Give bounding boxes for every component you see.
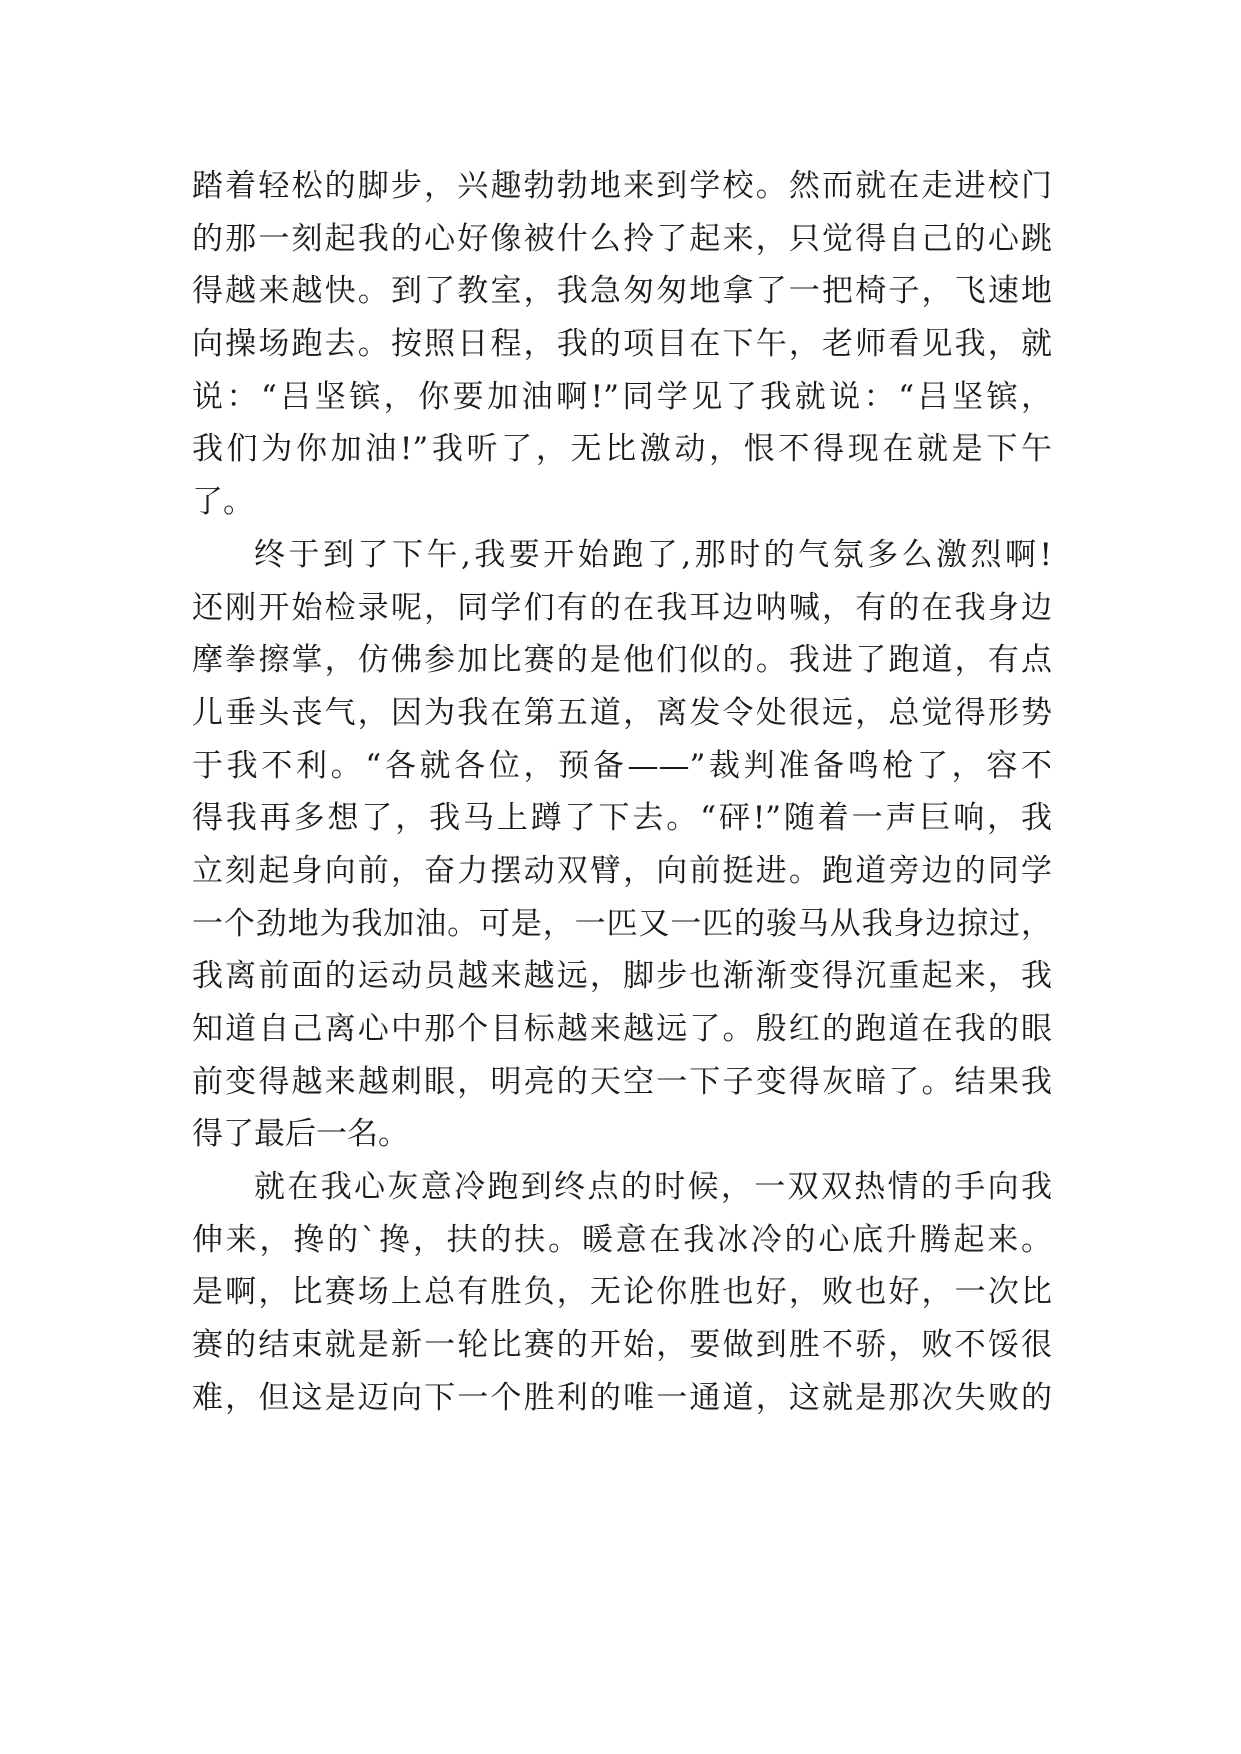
text-line: 伸来，搀的`搀，扶的扶。暖意在我冰冷的心底升腾起来。 [192,1221,1052,1258]
text-line: 了。 [192,484,254,521]
text-line: 我离前面的运动员越来越远，脚步也渐渐变得沉重起来，我 [192,958,1052,995]
text-line: 知道自己离心中那个目标越来越远了。殷红的跑道在我的眼 [192,1011,1052,1047]
text-line: 的那一刻起我的心好像被什么拎了起来，只觉得自己的心跳 [192,220,1052,257]
text-line: 前变得越来越刺眼，明亮的天空一下子变得灰暗了。结果我 [192,1063,1052,1100]
text-line: 踏着轻松的脚步，兴趣勃勃地来到学校。然而就在走进校门 [192,168,1052,204]
paragraph-3 [192,1161,1052,1424]
text-line: 立刻起身向前，奋力摆动双臂，向前挺进。跑道旁边的同学 [192,852,1052,889]
text-line: 得越来越快。到了教室，我急匆匆地拿了一把椅子，飞速地 [192,273,1052,310]
text-line: 赛的结束就是新一轮比赛的开始，要做到胜不骄，败不馁很 [192,1327,1052,1364]
text-line: 还刚开始检录呢，同学们有的在我耳边呐喊，有的在我身边 [192,589,1052,626]
text-line: 说：“吕坚镔，你要加油啊!”同学见了我就说：“吕坚镔， [192,378,1052,415]
text-line: 是啊，比赛场上总有胜负，无论你胜也好，败也好，一次比 [192,1274,1052,1311]
text-line: 得我再多想了，我马上蹲了下去。“砰!”随着一声巨响，我 [192,800,1052,837]
text-line: 我们为你加油!”我听了，无比激动，恨不得现在就是下午 [192,431,1052,468]
text-line: 摩拳擦掌，仿佛参加比赛的是他们似的。我进了跑道，有点 [192,642,1052,679]
text-line: 难，但这是迈向下一个胜利的唯一通道，这就是那次失败的 [192,1379,1052,1416]
text-line: 于我不利。“各就各位，预备——”裁判准备鸣枪了，容不 [192,747,1052,784]
text-line: 就在我心灰意冷跑到终点的时候，一双双热情的手向我 [254,1169,1052,1206]
text-line: 一个劲地为我加油。可是，一匹又一匹的骏马从我身边掠过， [192,905,1052,942]
text-line: 终于到了下午,我要开始跑了,那时的气氛多么激烈啊! [254,536,1052,573]
text-line: 向操场跑去。按照日程，我的项目在下午，老师看见我，就 [192,326,1052,363]
paragraph-2 [192,529,1052,1161]
text-line: 得了最后一名。 [192,1116,409,1153]
paragraph-1 [192,160,1052,529]
text-line: 儿垂头丧气，因为我在第五道，离发令处很远，总觉得形势 [192,694,1052,731]
essay-body [192,160,1052,1425]
